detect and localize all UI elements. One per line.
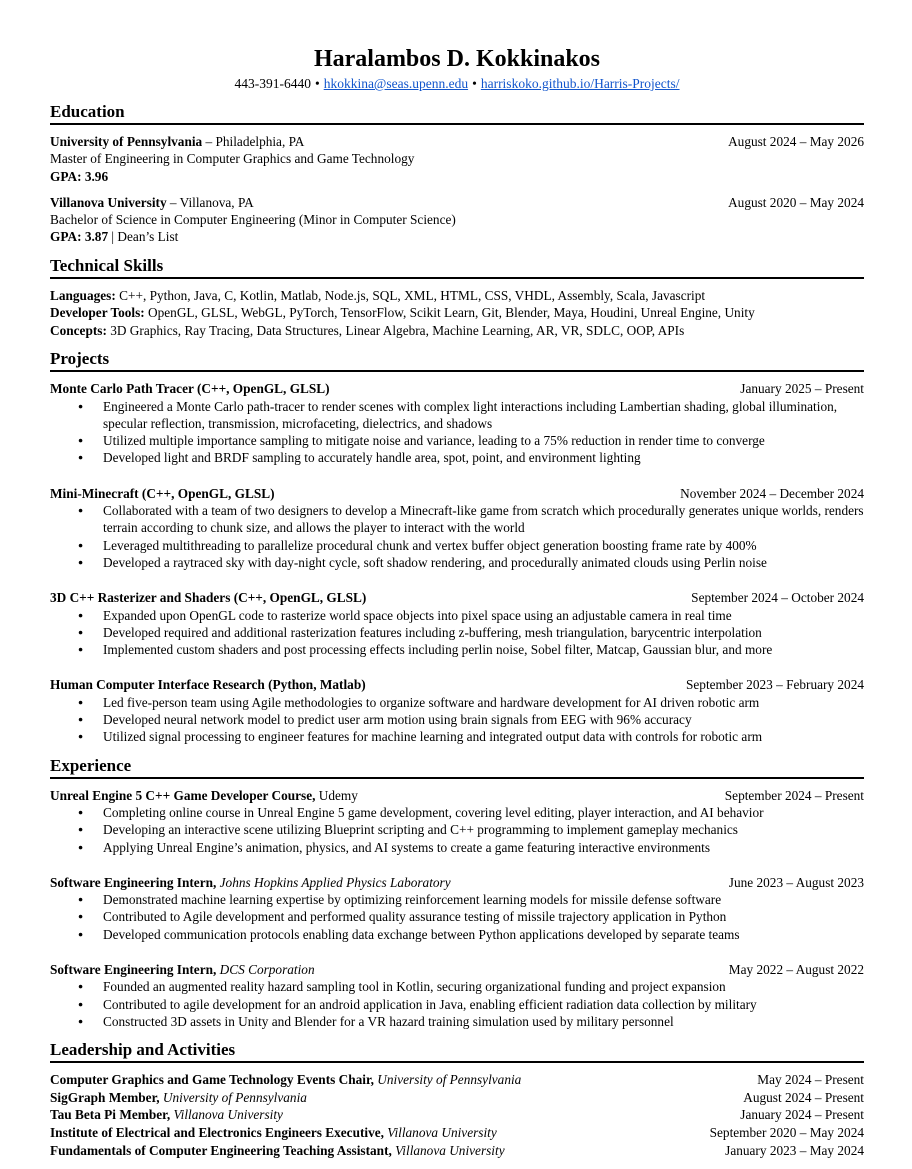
skills-value: OpenGL, GLSL, WebGL, PyTorch, TensorFlow, Scikit Learn, Git, Blender, Maya, Houdini, Unreal Engine, Unity [144,305,755,321]
leadership-org: Villanova University [170,1107,283,1123]
leadership-entry [50,1106,864,1124]
skills-label: Concepts: [50,322,107,338]
bullet-item: ● Contributed to agile development for an android application in Java, enabling efficient radiation data collection by military [103,996,864,1013]
project-bullets [50,398,864,467]
bullet-item: ● Developed light and BRDF sampling to accurately handle area, spot, point, and environment lighting [103,449,864,466]
section-technical-skills [50,256,864,340]
contact-line [50,75,864,92]
project-entry [50,380,864,466]
experience-role: Software Engineering Intern, [50,962,217,977]
project-dates: September 2024 – October 2024 [691,590,864,606]
bullet-item: ● Completing online course in Unreal Engine 5 game development, covering level editing, player interaction, and AI behavior [103,804,864,821]
bullet-item: ● Engineered a Monte Carlo path-tracer to render scenes with complex light interactions including Lambertian shading, global illumination, specular reflection, transmission, microfaceting, dielectrics, and shadows [103,398,864,433]
website-link[interactable]: harriskoko.github.io/Harris-Projects/ [480,76,680,91]
leadership-org: University of Pennsylvania [159,1089,307,1105]
bullet-item: ● Developed required and additional rasterization features including z-buffering, mesh triangulation, barycentric interpolation [103,624,864,641]
project-title: Monte Carlo Path Tracer (C++, OpenGL, GLSL) [50,381,330,397]
degree-line: Bachelor of Science in Computer Engineering (Minor in Computer Science) [50,212,456,228]
education-entry [50,133,864,185]
project-title: Mini-Minecraft (C++, OpenGL, GLSL) [50,485,275,501]
project-entry [50,589,864,658]
leadership-title [50,1089,307,1107]
leadership-title [50,1142,505,1160]
contact-separator: • [472,76,477,91]
experience-role: Unreal Engine 5 C++ Game Developer Course, [50,787,316,803]
experience-title [50,787,358,804]
bullet-item: ● Implemented custom shaders and post processing effects including perlin noise, Sobel filter, Matcap, Gaussian blur, and more [103,641,864,658]
leadership-role: Fundamentals of Computer Engineering Teaching Assistant, [50,1142,392,1158]
bullet-item: ● Developed communication protocols enabling data exchange between Python applications developed by separate teams [103,926,864,943]
section-title-leadership: Leadership and Activities [50,1040,864,1063]
leadership-org: Villanova University [391,1142,505,1158]
gpa-line: GPA: 3.96 [50,168,109,184]
leadership-dates: May 2024 – Present [757,1072,864,1088]
institution-location: – Villanova, PA [166,194,254,210]
bullet-item: ● Demonstrated machine learning expertise by optimizing reinforcement learning models for missile defense software [103,891,864,908]
section-title-experience: Experience [50,756,864,779]
education-entry [50,194,864,246]
gpa-line: GPA: 3.87 | Dean’s List [50,229,179,245]
skills-label: Languages: [50,287,116,303]
leadership-role: Institute of Electrical and Electronics Engineers Executive, [50,1124,384,1140]
experience-title [50,961,315,978]
institution-line [50,133,304,150]
project-bullets [50,694,864,746]
section-title-technical-skills: Technical Skills [50,256,864,279]
leadership-dates: September 2020 – May 2024 [709,1124,864,1140]
skills-tools-row [50,304,864,322]
resume-header [50,46,864,92]
institution-line [50,194,254,211]
candidate-name: Haralambos D. Kokkinakos [313,46,601,72]
experience-bullets [50,891,864,943]
experience-entry [50,787,864,856]
bullet-item: ● Leveraged multithreading to parallelize procedural chunk and vertex buffer object generation boosting frame rate by 400% [103,537,864,554]
experience-role: Software Engineering Intern, [50,874,217,890]
project-dates: September 2023 – February 2024 [686,677,864,693]
project-dates: November 2024 – December 2024 [680,485,864,501]
institution-name: Villanova University [50,194,167,210]
experience-bullets [50,804,864,856]
experience-dates: June 2023 – August 2023 [728,874,864,890]
leadership-entry [50,1089,864,1107]
leadership-dates: August 2024 – Present [743,1089,864,1105]
skills-value: C++, Python, Java, C, Kotlin, Matlab, Node.js, SQL, XML, HTML, CSS, VHDL, Assembly, Scala, Javascript [115,287,706,303]
experience-title [50,874,451,891]
project-title: Human Computer Interface Research (Python, Matlab) [50,677,366,693]
leadership-dates: January 2024 – Present [740,1107,864,1123]
leadership-title [50,1071,521,1089]
skills-languages-row [50,287,864,305]
bullet-item: ● Expanded upon OpenGL code to rasterize world space objects into pixel space using an adjustable camera in real time [103,607,864,624]
leadership-entry [50,1124,864,1142]
section-education [50,102,864,246]
education-dates: August 2020 – May 2024 [728,194,864,210]
skills-concepts-row [50,322,864,340]
leadership-entry [50,1071,864,1089]
section-projects [50,349,864,745]
leadership-dates: January 2023 – May 2024 [725,1142,864,1158]
project-bullets [50,607,864,659]
degree-line: Master of Engineering in Computer Graphics and Game Technology [50,151,415,167]
bullet-item: ● Founded an augmented reality hazard sampling tool in Kotlin, securing organizational funding and project expansion [103,978,864,995]
skills-value: 3D Graphics, Ray Tracing, Data Structures, Linear Algebra, Machine Learning, AR, VR, SDLC, OOP, APIs [106,322,685,338]
institution-location: – Philadelphia, PA [202,134,305,149]
leadership-org: Villanova University [383,1124,497,1140]
bullet-item: ● Developed neural network model to predict user arm motion using brain signals from EEG with 96% accuracy [103,711,864,728]
project-dates: January 2025 – Present [740,381,864,397]
bullet-item: ● Contributed to Agile development and performed quality assurance testing of missile trajectory application in Python [103,908,864,925]
leadership-title [50,1124,497,1142]
project-title: 3D C++ Rasterizer and Shaders (C++, OpenGL, GLSL) [50,590,367,606]
experience-org: Johns Hopkins Applied Physics Laboratory [216,874,451,890]
experience-entry [50,874,864,943]
leadership-title [50,1106,283,1124]
experience-dates: September 2024 – Present [724,787,864,803]
bullet-item: ● Utilized signal processing to engineer features for machine learning and integrated output data with controls for robotic arm [103,728,864,745]
section-experience [50,756,864,1031]
leadership-entry [50,1142,864,1160]
bullet-item: ● Led five-person team using Agile methodologies to organize software and hardware development for AI driven robotic arm [103,694,864,711]
project-bullets [50,502,864,571]
project-entry [50,676,864,745]
bullet-item: ● Developed a raytraced sky with day-night cycle, soft shadow rendering, and procedurally animated clouds using Perlin noise [103,554,864,571]
experience-entry [50,961,864,1030]
skills-label: Developer Tools: [50,305,145,321]
leadership-org: University of Pennsylvania [373,1072,522,1088]
bullet-item: ● Utilized multiple importance sampling to mitigate noise and variance, leading to a 75% reduction in render time to converge [103,432,864,449]
leadership-role: Tau Beta Pi Member, [50,1107,171,1123]
bullet-item: ● Constructed 3D assets in Unity and Blender for a VR hazard training simulation used by military personnel [103,1013,864,1030]
project-entry [50,485,864,571]
contact-separator: • [314,76,320,91]
experience-org: Udemy [315,787,358,803]
experience-org: DCS Corporation [216,962,315,977]
section-leadership [50,1040,864,1159]
experience-dates: May 2022 – August 2022 [728,962,864,977]
leadership-role: Computer Graphics and Game Technology Events Chair, [50,1072,374,1088]
section-title-projects: Projects [50,349,864,372]
education-dates: August 2024 – May 2026 [728,134,864,149]
bullet-item: ● Applying Unreal Engine’s animation, physics, and AI systems to create a game featuring interactive environments [103,839,864,856]
experience-bullets [50,978,864,1030]
institution-name: University of Pennsylvania [50,134,203,149]
leadership-role: SigGraph Member, [50,1089,160,1105]
section-title-education: Education [50,102,864,125]
bullet-item: ● Collaborated with a team of two designers to develop a Minecraft-like game from scratch which procedurally generates unique worlds, renders terrain according to chunk size, and allows the player to interact with the world [103,502,864,537]
phone-number: 443-391-6440 [234,76,311,91]
email-link[interactable]: hkokkina@seas.upenn.edu [323,76,469,91]
bullet-item: ● Developing an interactive scene utilizing Blueprint scripting and C++ programming to implement gameplay mechanics [103,821,864,838]
